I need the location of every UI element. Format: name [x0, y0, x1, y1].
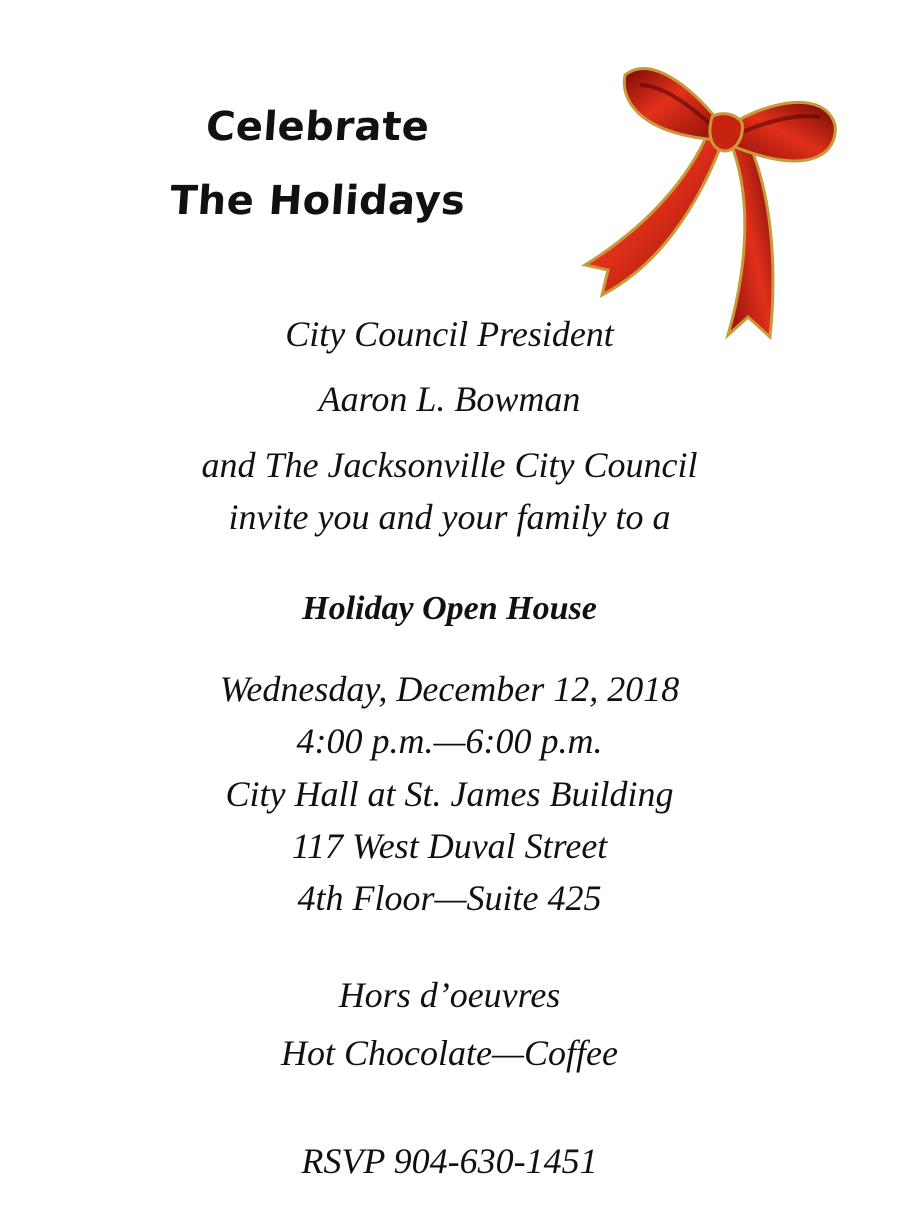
heading-celebrate: Celebrate: [204, 104, 432, 150]
refreshments-drinks: Hot Chocolate—Coffee: [281, 1033, 618, 1073]
ribbon-bow-icon: [580, 55, 845, 345]
event-date: Wednesday, December 12, 2018: [219, 669, 680, 709]
rsvp-line: RSVP 904-630-1451: [301, 1141, 598, 1181]
heading-the-holidays: The Holidays: [168, 178, 468, 224]
event-time: 4:00 p.m.—6:00 p.m.: [296, 721, 603, 761]
host-title: City Council President: [285, 314, 614, 354]
event-name: Holiday Open House: [302, 590, 597, 627]
host-name: Aaron L. Bowman: [318, 379, 581, 419]
refreshments-food: Hors d’oeuvres: [338, 975, 561, 1015]
event-suite: 4th Floor—Suite 425: [297, 878, 602, 918]
event-venue: City Hall at St. James Building: [225, 774, 674, 814]
event-street: 117 West Duval Street: [291, 826, 608, 866]
host-group: and The Jacksonville City Council: [201, 445, 698, 485]
invite-line: invite you and your family to a: [228, 497, 671, 537]
